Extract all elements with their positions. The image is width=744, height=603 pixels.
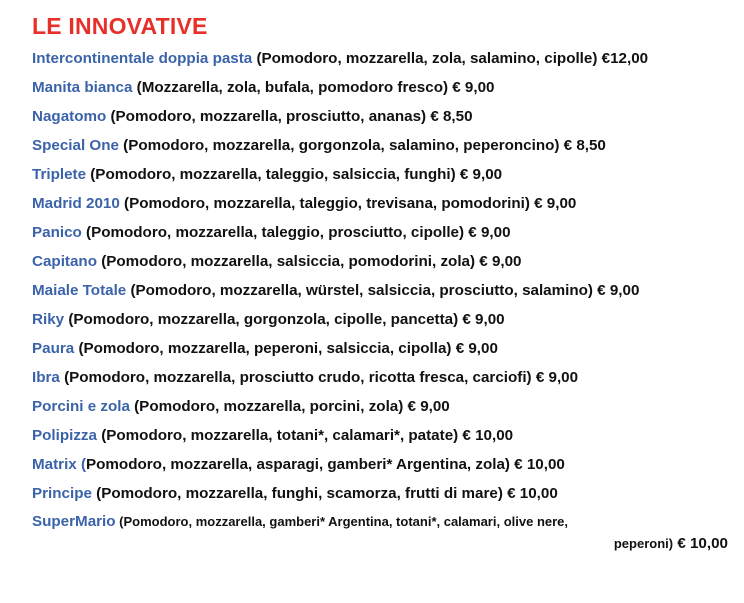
item-name: Panico: [32, 224, 82, 241]
item-name: Capitano: [32, 253, 97, 270]
item-description: (Pomodoro, mozzarella, taleggio, trevisana, pomodorini) € 9,00: [119, 195, 577, 212]
menu-item: [32, 363, 738, 392]
item-description: (Pomodoro, mozzarella, funghi, scamorza, frutti di mare) € 10,00: [91, 485, 558, 502]
item-description: Pomodoro, mozzarella, asparagi, gamberi* Argentina, zola) € 10,00: [86, 456, 565, 473]
item-name: Maiale Totale: [32, 282, 127, 299]
menu-section: [32, 12, 738, 555]
item-description: (Pomodoro, mozzarella, gorgonzola, cipolle, pancetta) € 9,00: [64, 311, 505, 328]
item-description: (Pomodoro, mozzarella, taleggio, prosciutto, cipolle) € 9,00: [81, 224, 511, 241]
menu-item: [32, 276, 738, 305]
section-title: LE INNOVATIVE: [32, 13, 208, 39]
item-name: Special One: [32, 137, 119, 154]
menu-item: [32, 44, 738, 73]
item-description: (Pomodoro, mozzarella, taleggio, salsiccia, funghi) € 9,00: [86, 166, 503, 183]
menu-item: [32, 131, 738, 160]
item-description: (Pomodoro, mozzarella, gorgonzola, salamino, peperoncino) € 8,50: [118, 137, 606, 154]
item-name: Ibra: [32, 369, 60, 386]
item-name: Riky: [32, 311, 65, 328]
item-description: (Pomodoro, mozzarella, prosciutto, ananas) € 8,50: [106, 108, 473, 125]
item-name: SuperMario: [32, 513, 116, 530]
item-description: (Pomodoro, mozzarella, würstel, salsiccia, prosciutto, salamino) € 9,00: [126, 282, 640, 299]
item-name: Manita bianca: [32, 79, 133, 96]
menu-item: [32, 334, 738, 363]
item-price: € 10,00: [673, 535, 728, 552]
item-name: Nagatomo: [32, 108, 107, 125]
menu-item: [32, 218, 738, 247]
item-description: (Pomodoro, mozzarella, porcini, zola) € 9,00: [129, 398, 450, 415]
menu-item: [32, 392, 738, 421]
item-description: (Pomodoro, mozzarella, gamberi* Argentina, totani*, calamari, olive nere,: [115, 514, 569, 529]
item-description: (Pomodoro, mozzarella, prosciutto crudo, ricotta fresca, carciofi) € 9,00: [59, 369, 579, 386]
item-description: (Pomodoro, mozzarella, zola, salamino, cipolle) €12,00: [252, 50, 649, 67]
item-description: (Mozzarella, zola, bufala, pomodoro fresco) € 9,00: [132, 79, 495, 96]
item-name: Triplete: [32, 166, 87, 183]
menu-item: [32, 189, 738, 218]
menu-item: [32, 102, 738, 131]
item-description: (Pomodoro, mozzarella, totani*, calamari*, patate) € 10,00: [96, 427, 514, 444]
menu-item: [32, 421, 738, 450]
menu-item: [32, 479, 738, 508]
item-name: Polipizza: [32, 427, 97, 444]
item-name: Matrix (: [32, 456, 87, 473]
item-name: Paura: [32, 340, 75, 357]
menu-item: [32, 73, 738, 102]
menu-item: [32, 160, 738, 189]
item-description: (Pomodoro, mozzarella, salsiccia, pomodorini, zola) € 9,00: [96, 253, 522, 270]
menu-item: [32, 305, 738, 334]
item-description-end: peperoni): [613, 536, 674, 551]
item-name: Porcini e zola: [32, 398, 130, 415]
item-name: Principe: [32, 485, 92, 502]
menu-item: [32, 247, 738, 276]
item-description-continued: [32, 533, 738, 555]
menu-item: [32, 511, 738, 555]
item-name: Intercontinentale doppia pasta: [32, 50, 253, 67]
item-name: Madrid 2010: [32, 195, 120, 212]
menu-item: [32, 450, 738, 479]
item-description: (Pomodoro, mozzarella, peperoni, salsiccia, cipolla) € 9,00: [74, 340, 498, 357]
